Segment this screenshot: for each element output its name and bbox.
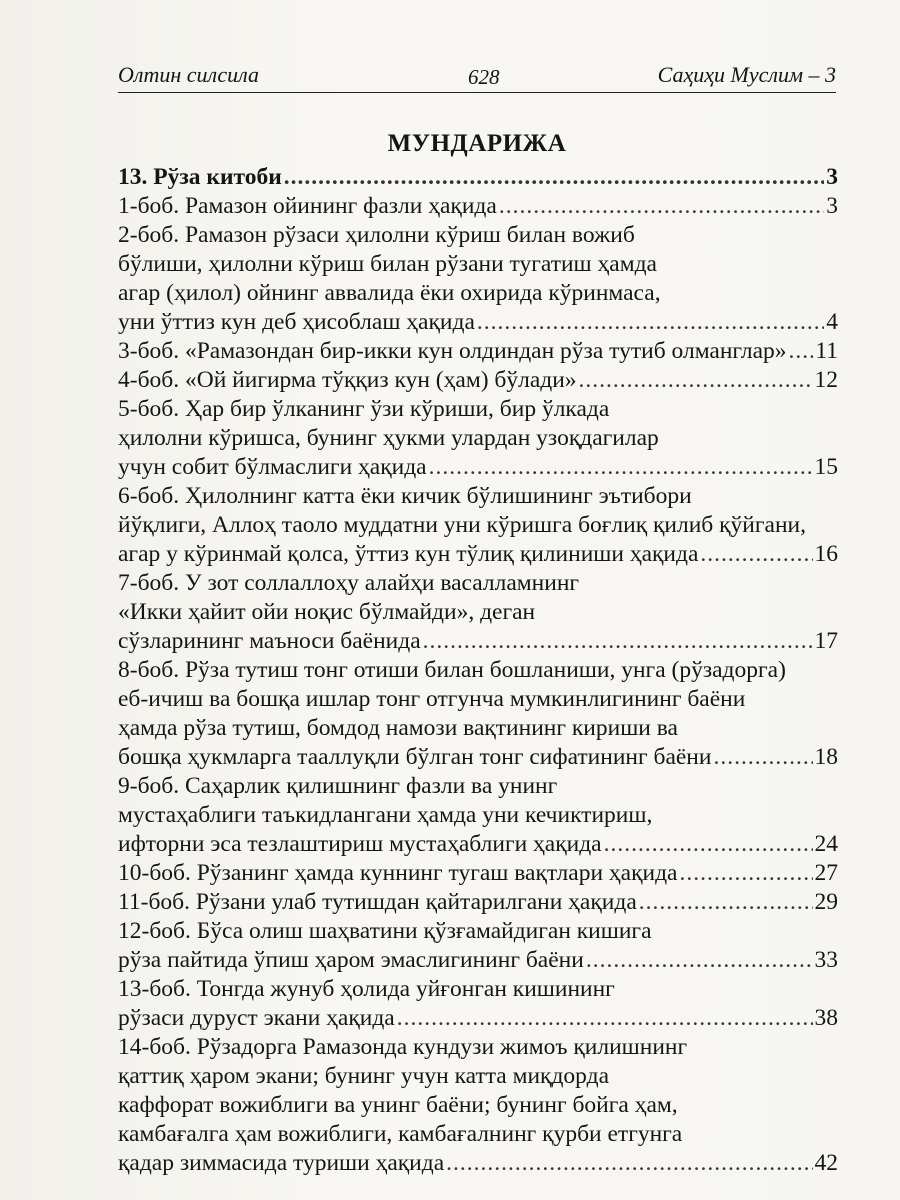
toc-page-number: 15 bbox=[814, 454, 838, 480]
toc-entry-line: 13. Рўза китоби bbox=[118, 164, 282, 190]
toc-entry bbox=[118, 975, 838, 1033]
toc-entry-line: 12-боб. Бўса олиш шаҳватини қўзғамайдиган кишига bbox=[118, 918, 652, 944]
page-number: 628 bbox=[468, 65, 500, 89]
toc-page-number: 11 bbox=[815, 338, 838, 364]
toc-entry-line: қаттиқ ҳаром экани; бунинг учун катта миқдорда bbox=[118, 1063, 609, 1089]
toc-entry-line: камбағалга ҳам вожиблиги, камбағалнинг қурби етгунга bbox=[118, 1121, 683, 1147]
dot-leader bbox=[586, 946, 813, 975]
toc-page-number: 27 bbox=[814, 860, 838, 886]
toc-entry-line: каффорат вожиблиги ва унинг баёни; бунинг бойга ҳам, bbox=[118, 1092, 678, 1118]
toc-entry-line: ҳилолни кўришса, бунинг ҳукми улардан узоқдагилар bbox=[118, 425, 659, 451]
toc-entry-line: 4-боб. «Ой йигирма тўққиз кун (ҳам) бўлади» bbox=[118, 367, 577, 393]
toc-page-number: 17 bbox=[814, 628, 838, 654]
dot-leader bbox=[639, 888, 813, 917]
toc-entry-line: учун собит бўлмаслиги ҳақида bbox=[118, 454, 427, 480]
toc-entry-last-line bbox=[118, 859, 838, 888]
toc-entry-line: мустаҳаблиги таъкидлангани ҳамда уни кечиктириш, bbox=[118, 802, 653, 828]
dot-leader bbox=[604, 830, 813, 859]
toc-entry-last-line bbox=[118, 192, 838, 221]
toc-page-number: 12 bbox=[814, 367, 838, 393]
toc-entry-line: агар (ҳилол) ойнинг аввалида ёки охирида кўринмаса, bbox=[118, 280, 661, 306]
toc-page-number: 18 bbox=[814, 744, 838, 770]
toc-entry-line: 5-боб. Ҳар бир ўлканинг ўзи кўриши, бир ўлкада bbox=[118, 396, 610, 422]
toc-entry bbox=[118, 656, 838, 772]
dot-leader bbox=[713, 743, 812, 772]
dot-leader bbox=[429, 453, 813, 482]
toc-entry-line: еб-ичиш ва бошқа ишлар тонг отгунча мумкинлигининг баёни bbox=[118, 686, 746, 712]
dot-leader bbox=[789, 337, 814, 366]
toc-page-number: 29 bbox=[814, 889, 838, 915]
toc-entry-line: 6-боб. Ҳилолнинг катта ёки кичик бўлишининг эътибори bbox=[118, 483, 692, 509]
toc-entry-line: 9-боб. Саҳарлик қилишнинг фазли ва унинг bbox=[118, 773, 558, 799]
toc-entry bbox=[118, 569, 838, 656]
toc-entry-last-line bbox=[118, 453, 838, 482]
toc-entry bbox=[118, 337, 838, 366]
toc-entry-line: рўза пайтида ўпиш ҳаром эмаслигининг баёни bbox=[118, 947, 584, 973]
table-of-contents bbox=[118, 163, 838, 1178]
book-title: Саҳиҳи Муслим – 3 bbox=[657, 62, 836, 87]
toc-entry-last-line bbox=[118, 540, 838, 569]
dot-leader bbox=[679, 859, 812, 888]
toc-entry-last-line bbox=[118, 308, 838, 337]
toc-entry-line: бўлиши, ҳилолни кўриш билан рўзани тугатиш ҳамда bbox=[118, 251, 657, 277]
toc-entry bbox=[118, 221, 838, 337]
running-header bbox=[118, 58, 836, 93]
toc-entry bbox=[118, 772, 838, 859]
toc-entry bbox=[118, 163, 838, 192]
toc-entry bbox=[118, 395, 838, 482]
toc-entry-line: 11-боб. Рўзани улаб тутишдан қайтарилгани ҳақида bbox=[118, 889, 637, 915]
toc-entry-line: қадар зиммасида туриши ҳақида bbox=[118, 1150, 445, 1176]
toc-entry-line: «Икки ҳайит ойи ноқис бўлмайди», деган bbox=[118, 599, 536, 625]
dot-leader bbox=[284, 163, 824, 192]
toc-entry-line: 13-боб. Тонгда жунуб ҳолида уйғонган кишининг bbox=[118, 976, 615, 1002]
toc-entry-last-line bbox=[118, 366, 838, 395]
toc-entry-line: 1-боб. Рамазон ойининг фазли ҳақида bbox=[118, 193, 497, 219]
toc-entry bbox=[118, 888, 838, 917]
dot-leader bbox=[700, 540, 812, 569]
toc-page-number: 4 bbox=[826, 309, 838, 335]
dot-leader bbox=[477, 308, 824, 337]
toc-entry bbox=[118, 859, 838, 888]
toc-entry-line: йўқлиги, Аллоҳ таоло муддатни уни кўришга боғлиқ қилиб қўйгани, bbox=[118, 512, 806, 538]
toc-entry-last-line bbox=[118, 830, 838, 859]
toc-entry-line: 2-боб. Рамазон рўзаси ҳилолни кўриш билан вожиб bbox=[118, 222, 635, 248]
toc-page-number: 16 bbox=[814, 541, 838, 567]
toc-entry-line: агар у кўринмай қолса, ўттиз кун тўлиқ қилиниши ҳақида bbox=[118, 541, 699, 567]
toc-entry bbox=[118, 482, 838, 569]
toc-entry bbox=[118, 366, 838, 395]
dot-leader bbox=[397, 1004, 813, 1033]
toc-entry-line: бошқа ҳукмларга тааллуқли бўлган тонг сифатининг баёни bbox=[118, 744, 712, 770]
toc-entry-line: 8-боб. Рўза тутиш тонг отиши билан бошланиши, унга (рўзадорга) bbox=[118, 657, 786, 683]
dot-leader bbox=[579, 366, 813, 395]
dot-leader bbox=[423, 627, 813, 656]
toc-entry bbox=[118, 917, 838, 975]
toc-entry-line: сўзларининг маъноси баёнида bbox=[118, 628, 421, 654]
toc-entry bbox=[118, 192, 838, 221]
toc-entry-last-line bbox=[118, 743, 838, 772]
toc-entry-last-line bbox=[118, 627, 838, 656]
toc-page-number: 42 bbox=[814, 1150, 838, 1176]
dot-leader bbox=[499, 192, 824, 221]
toc-entry-line: 3-боб. «Рамазондан бир-икки кун олдиндан рўза тутиб олманглар» bbox=[118, 338, 787, 364]
toc-entry-last-line bbox=[118, 163, 838, 192]
toc-entry-line: 7-боб. У зот соллаллоҳу алайҳи васалламнинг bbox=[118, 570, 580, 596]
toc-entry-last-line bbox=[118, 337, 838, 366]
toc-entry-line: рўзаси дуруст экани ҳақида bbox=[118, 1005, 395, 1031]
toc-entry-last-line bbox=[118, 888, 838, 917]
toc-entry-line: ҳамда рўза тутиш, бомдод намози вақтининг кириши ва bbox=[118, 715, 678, 741]
toc-page-number: 3 bbox=[826, 193, 838, 219]
contents-title: МУНДАРИЖА bbox=[387, 130, 567, 157]
toc-entry-last-line bbox=[118, 946, 838, 975]
toc-entry-last-line bbox=[118, 1004, 838, 1033]
series-title: Олтин силсила bbox=[118, 62, 260, 87]
toc-entry-line: 10-боб. Рўзанинг ҳамда куннинг тугаш вақтлари ҳақида bbox=[118, 860, 678, 886]
toc-entry-line: ифторни эса тезлаштириш мустаҳаблиги ҳақида bbox=[118, 831, 602, 857]
toc-entry bbox=[118, 1033, 838, 1178]
dot-leader bbox=[446, 1149, 812, 1178]
toc-entry-last-line bbox=[118, 1149, 838, 1178]
toc-entry-line: уни ўттиз кун деб ҳисоблаш ҳақида bbox=[118, 309, 475, 335]
toc-page-number: 3 bbox=[826, 164, 838, 190]
toc-page-number: 33 bbox=[814, 947, 838, 973]
toc-page-number: 24 bbox=[814, 831, 838, 857]
toc-page-number: 38 bbox=[814, 1005, 838, 1031]
toc-entry-line: 14-боб. Рўзадорга Рамазонда кундузи жимоъ қилишнинг bbox=[118, 1034, 688, 1060]
